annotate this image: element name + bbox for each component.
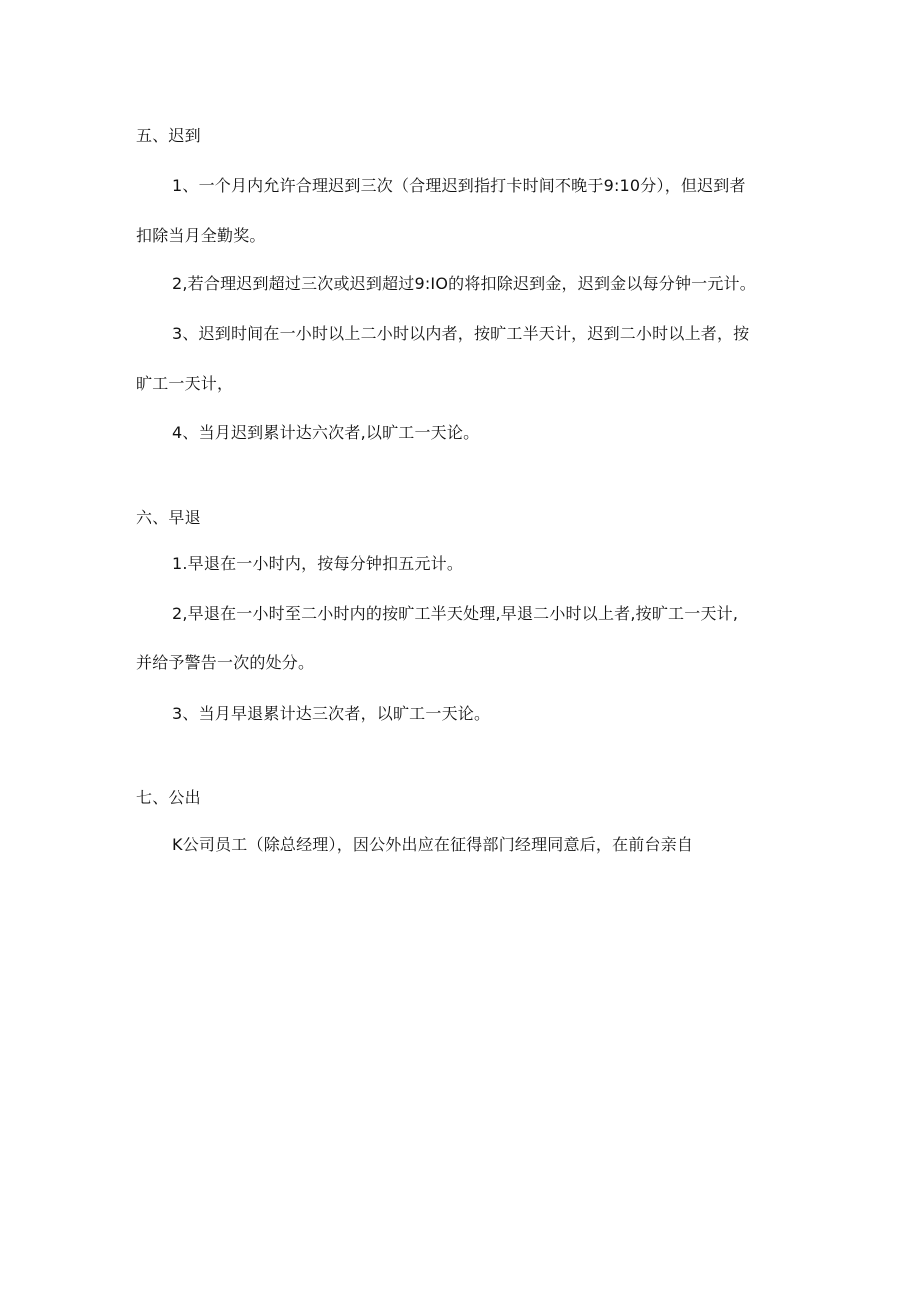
early-rule-2-line-1: 2,早退在一小时至二小时内的按旷工半天处理,早退二小时以上者,按旷工一天计, [172, 604, 739, 623]
section-heading-early-leave: 六、早退 [136, 508, 201, 527]
late-rule-3-line-1: 3、迟到时间在一小时以上二小时以内者，按旷工半天计，迟到二小时以上者，按 [172, 324, 750, 343]
early-rule-1-line-1: 1.早退在一小时内，按每分钟扣五元计。 [172, 554, 464, 573]
late-rule-1-line-1: 1、一个月内允许合理迟到三次（合理迟到指打卡时间不晚于9:10分），但迟到者 [172, 176, 746, 195]
late-rule-1-line-2: 扣除当月全勤奖。 [136, 226, 266, 245]
late-rule-3-line-2: 旷工一天计， [136, 374, 234, 393]
section-heading-business-trip: 七、公出 [136, 788, 201, 807]
late-rule-2-line-1: 2,若合理迟到超过三次或迟到超过9:IO的将扣除迟到金，迟到金以每分钟一元计。 [172, 274, 756, 293]
late-rule-4-line-1: 4、当月迟到累计达六次者,以旷工一天论。 [172, 423, 480, 442]
section-heading-late: 五、迟到 [136, 126, 201, 145]
early-rule-2-line-2: 并给予警告一次的处分。 [136, 653, 315, 672]
early-rule-3-line-1: 3、当月早退累计达三次者，以旷工一天论。 [172, 704, 491, 723]
trip-rule-1-line-1: K公司员工（除总经理），因公外出应在征得部门经理同意后，在前台亲自 [172, 835, 694, 854]
